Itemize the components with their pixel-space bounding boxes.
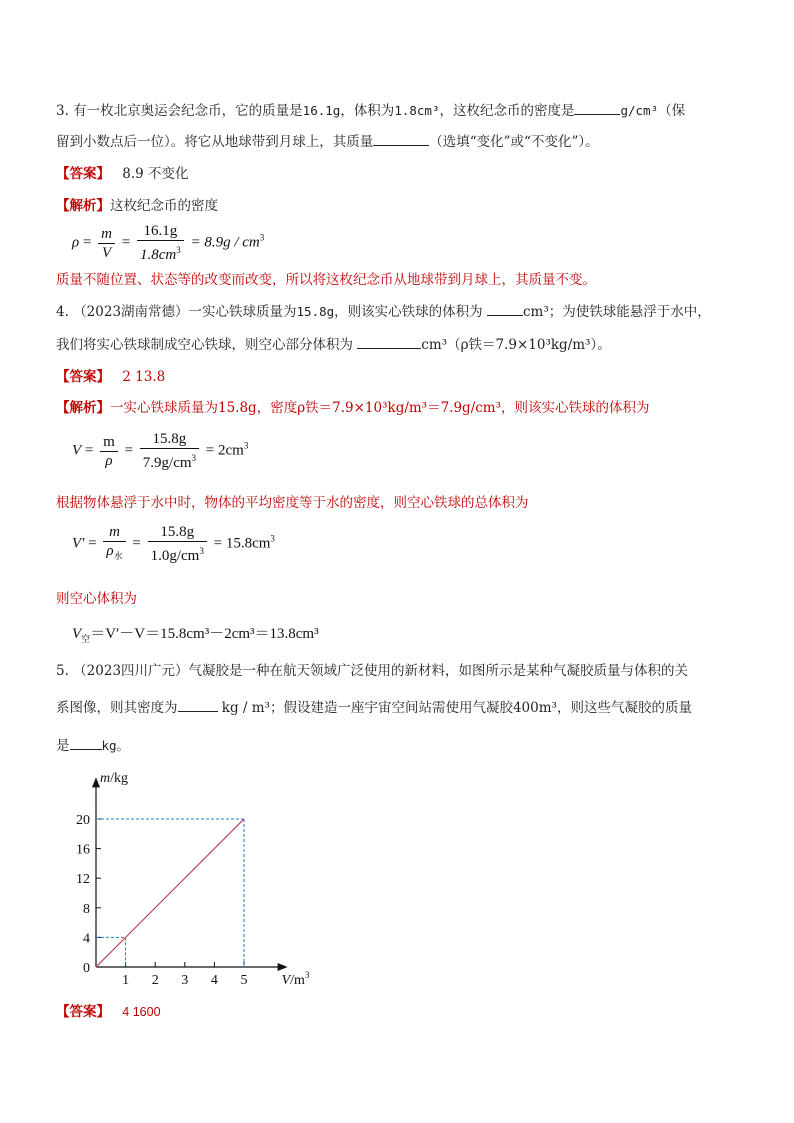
q4-line1: 4. （2023湖南常德）一实心铁球质量为15.8g，则该实心铁球的体积为 cm³；为使铁球能悬浮于水中， xyxy=(56,301,754,323)
q4-blank-hollow[interactable] xyxy=(357,334,421,349)
q4-blank-volume[interactable] xyxy=(487,301,523,316)
x-tick-label: 3 xyxy=(181,973,189,988)
x-tick-label: 4 xyxy=(210,973,218,988)
q3-line1: 3. 有一枚北京奥运会纪念币，它的质量是16.1g，体积为1.8cm³，这枚纪念币的密度是 g/cm³（保 xyxy=(56,100,754,122)
q4-line2: 我们将实心铁球制成空心铁球，则空心部分体积为 cm³（ρ铁＝7.9×10³kg/m³）。 xyxy=(56,334,754,356)
q4-formula1: V = $\frac{m}{\rho}$ = $\frac{15.8g}{7.9g/cm^3}$ = $2cm^3$ xyxy=(72,431,249,471)
series-line xyxy=(96,819,244,967)
q3-answer: 【答案】 8.9 不变化 xyxy=(56,166,189,182)
origin-label: 0 xyxy=(83,961,90,976)
q4-text2: 根据物体悬浮于水中时，物体的平均密度等于水的密度，则空心铁球的总体积为 xyxy=(56,495,529,511)
q5-line1: 5. （2023四川广元）气凝胶是一种在航天领域广泛使用的新材料，如图所示是某种气凝胶质量与体积的关 xyxy=(56,663,689,679)
y-tick-label: 8 xyxy=(83,901,90,917)
x-axis-label: $V/m^3$ xyxy=(281,970,310,988)
q5-blank-density[interactable] xyxy=(178,697,218,712)
x-tick-label: 1 xyxy=(122,973,130,988)
q4-text3: 则空心体积为 xyxy=(56,591,137,607)
q5-answer: 【答案】 4 1600 xyxy=(56,1004,161,1020)
y-tick-label: 20 xyxy=(76,813,90,828)
q5-line3: 是 kg。 xyxy=(56,735,754,757)
x-tick-label: 5 xyxy=(240,973,248,988)
y-axis-arrow xyxy=(92,777,100,787)
x-axis-arrow xyxy=(278,963,288,971)
y-tick-label: 12 xyxy=(76,872,90,888)
q5-line2: 系图像，则其密度为 kg / m³；假设建造一座宇宙空间站需使用气凝胶400m³，则这些气凝胶的质量 xyxy=(56,697,754,719)
q4-formula2: V′ = $\frac{m}{\rho_水}$ = $\frac{15.8g}{1.0g/cm^3}$ = $15.8cm^3$ xyxy=(72,524,275,564)
q3-analysis: 【解析】这枚纪念币的密度 xyxy=(56,198,218,214)
q4-formula3: $V_空=V'-V=15.8cm^3-2cm^3=13.8cm^3$ xyxy=(72,626,319,644)
q3-formula: ρ = $\frac{m}{V}$ = $\frac{16.1g}{1.8cm^3}$ = $8.9g / cm^3$ xyxy=(72,223,265,263)
q3-blank-mass[interactable] xyxy=(373,131,429,146)
q4-answer: 【答案】 2 13.8 xyxy=(56,369,166,385)
y-tick-label: 16 xyxy=(76,842,90,858)
mass-volume-graph xyxy=(64,768,334,996)
q4-analysis: 【解析】一实心铁球质量为15.8g，密度ρ铁＝7.9×10³kg/m³＝7.9g/cm³，则该实心铁球的体积为 xyxy=(56,400,650,416)
q3-line2: 留到小数点后一位）。将它从地球带到月球上，其质量 （选填“变化”或“不变化”）。 xyxy=(56,131,754,153)
y-tick-label: 4 xyxy=(83,931,90,947)
q3-conclusion: 质量不随位置、状态等的改变而改变，所以将这枚纪念币从地球带到月球上，其质量不变。 xyxy=(56,272,596,288)
q5-blank-mass[interactable] xyxy=(70,735,102,750)
y-axis-label: m/kg xyxy=(100,771,129,786)
x-tick-label: 2 xyxy=(151,973,159,988)
q3-blank-density[interactable] xyxy=(574,100,620,115)
